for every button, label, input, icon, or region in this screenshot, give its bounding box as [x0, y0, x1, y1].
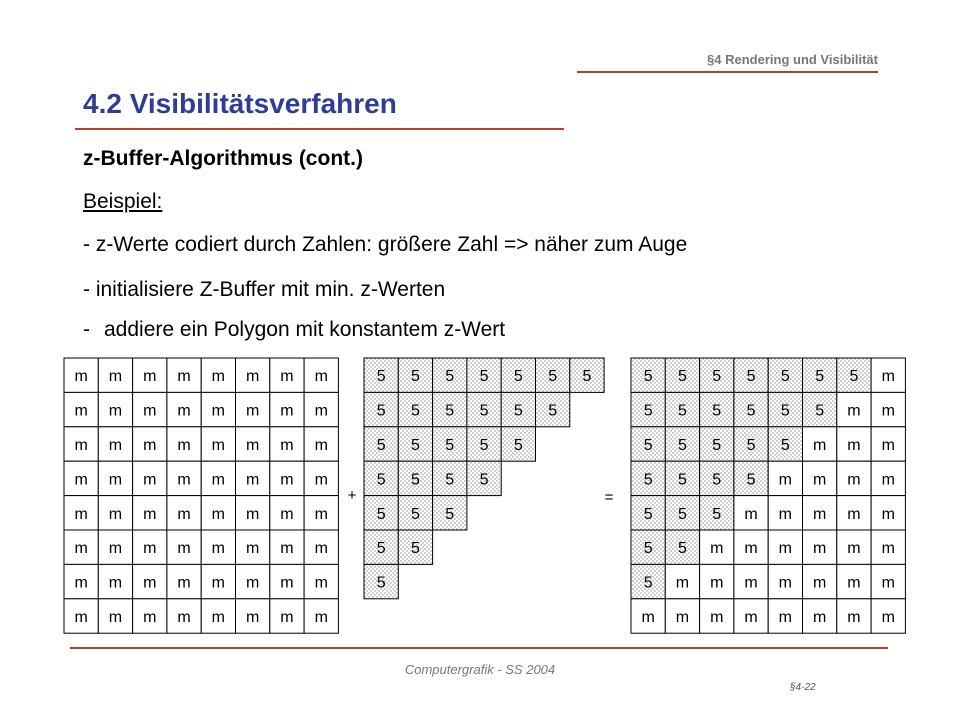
buffer-cell-value: m	[280, 574, 294, 592]
result-cell-value: m	[812, 609, 827, 626]
polygon-cell-value: 5	[548, 402, 558, 420]
buffer-cell-value: m	[108, 540, 123, 558]
result-cell-value: 5	[746, 368, 756, 386]
buffer-cell-value: m	[108, 402, 123, 420]
result-cell-value: 5	[677, 437, 687, 454]
polygon-cell-value: 5	[513, 368, 523, 386]
polygon-cell-value: 5	[445, 368, 455, 386]
polygon-cell-value: 5	[479, 368, 489, 386]
result-cell-value: 5	[780, 402, 790, 420]
polygon-cell-value: 5	[410, 471, 420, 489]
buffer-cell-value: m	[143, 368, 157, 386]
result-cell-value: m	[744, 574, 758, 592]
polygon-cell-value: 5	[513, 402, 523, 420]
bullet-add-polygon-text: addiere ein Polygon mit konstantem z-Wert	[104, 318, 506, 341]
result-cell-value: m	[847, 437, 861, 454]
result-cell-value: 5	[815, 402, 825, 420]
result-cell-value: 5	[746, 437, 756, 454]
plus-sign: +	[347, 487, 357, 504]
buffer-cell-value: m	[314, 540, 328, 558]
polygon-cell-value: 5	[410, 437, 420, 454]
result-cell-value: 5	[643, 368, 653, 386]
buffer-cell-value: m	[74, 505, 88, 523]
result-cell-value: 5	[643, 471, 653, 489]
result-cell-value: m	[847, 505, 861, 523]
result-cell-value: m	[881, 471, 895, 489]
buffer-cell-value: m	[211, 368, 226, 386]
result-cell-value: m	[847, 609, 861, 626]
polygon-cell-value: 5	[410, 540, 420, 558]
bullet-z-values: - z-Werte codiert durch Zahlen: größere Zahl => näher zum Auge	[83, 233, 688, 256]
buffer-cell-value: m	[108, 609, 123, 626]
polygon-cell-value: 5	[376, 540, 386, 558]
buffer-cell-value: m	[74, 437, 88, 454]
buffer-cell-value: m	[108, 505, 123, 523]
result-cell-value: 5	[677, 471, 687, 489]
buffer-cell-value: m	[314, 574, 328, 592]
buffer-cell-value: m	[245, 437, 260, 454]
result-cell-value: 5	[712, 471, 722, 489]
buffer-cell-value: m	[314, 505, 328, 523]
result-cell-value: m	[847, 402, 861, 420]
result-cell-value: m	[744, 540, 758, 558]
result-cell-value: 5	[746, 402, 756, 420]
result-cell-value: m	[675, 609, 690, 626]
polygon-cell-value: 5	[445, 505, 455, 523]
buffer-cell-value: m	[211, 471, 226, 489]
buffer-cell-value: m	[143, 574, 157, 592]
polygon-cell-value: 5	[548, 368, 558, 386]
result-cell-value: m	[847, 540, 861, 558]
buffer-cell-value: m	[314, 402, 328, 420]
polygon-grid	[364, 358, 604, 599]
result-cell-value: 5	[643, 574, 653, 592]
buffer-cell-value: m	[280, 437, 294, 454]
buffer-cell-value: m	[143, 609, 157, 626]
result-z-buffer-grid	[631, 358, 905, 633]
result-cell-value: m	[881, 368, 895, 386]
polygon-cell-value: 5	[445, 437, 455, 454]
result-cell-value: m	[778, 505, 793, 523]
result-cell-value: m	[778, 574, 793, 592]
buffer-cell-value: m	[280, 540, 294, 558]
buffer-cell-value: m	[314, 368, 328, 386]
result-cell-value: 5	[677, 368, 687, 386]
polygon-cell-value: 5	[410, 402, 420, 420]
buffer-cell-value: m	[280, 402, 294, 420]
polygon-cell-value: 5	[410, 368, 420, 386]
footer-rule	[70, 647, 888, 649]
result-cell-value: m	[710, 574, 724, 592]
result-cell-value: 5	[643, 402, 653, 420]
polygon-cell-value: 5	[513, 437, 523, 454]
initial-z-buffer-grid	[64, 358, 338, 633]
buffer-cell-value: m	[177, 437, 191, 454]
buffer-cell-value: m	[245, 505, 260, 523]
result-cell-value: m	[744, 505, 758, 523]
buffer-cell-value: m	[280, 505, 294, 523]
buffer-cell-value: m	[108, 574, 123, 592]
result-cell-value: 5	[712, 402, 722, 420]
buffer-cell-value: m	[245, 402, 260, 420]
buffer-cell-value: m	[245, 574, 260, 592]
buffer-cell-value: m	[177, 505, 191, 523]
buffer-cell-value: m	[74, 471, 88, 489]
buffer-cell-value: m	[245, 609, 260, 626]
polygon-cell-value: 5	[445, 471, 455, 489]
buffer-cell-value: m	[280, 471, 294, 489]
buffer-cell-value: m	[314, 471, 328, 489]
slide-subtitle: z-Buffer-Algorithmus (cont.)	[83, 147, 363, 170]
result-cell-value: m	[675, 574, 690, 592]
buffer-cell-value: m	[108, 471, 123, 489]
buffer-cell-value: m	[143, 402, 157, 420]
result-cell-value: m	[710, 609, 724, 626]
result-cell-value: 5	[849, 368, 859, 386]
polygon-cell-value: 5	[445, 402, 455, 420]
bullet-init-buffer: - initialisiere Z-Buffer mit min. z-Werten	[83, 278, 446, 301]
result-cell-value: 5	[712, 505, 722, 523]
buffer-cell-value: m	[143, 471, 157, 489]
buffer-cell-value: m	[108, 437, 123, 454]
polygon-cell-value: 5	[376, 368, 386, 386]
result-cell-value: m	[881, 402, 895, 420]
result-cell-value: 5	[677, 540, 687, 558]
polygon-cell-value: 5	[376, 437, 386, 454]
polygon-cell-value: 5	[376, 471, 386, 489]
result-cell-value: m	[812, 574, 827, 592]
result-cell-value: 5	[815, 368, 825, 386]
result-cell-value: m	[847, 471, 861, 489]
buffer-cell-value: m	[280, 368, 294, 386]
buffer-cell-value: m	[74, 368, 88, 386]
buffer-cell-value: m	[211, 402, 226, 420]
result-cell-value: 5	[643, 437, 653, 454]
buffer-cell-value: m	[177, 471, 191, 489]
result-cell-value: 5	[746, 471, 756, 489]
result-cell-value: m	[881, 437, 895, 454]
equals-sign: =	[604, 489, 614, 506]
buffer-cell-value: m	[143, 505, 157, 523]
result-cell-value: m	[744, 609, 758, 626]
result-cell-value: m	[710, 540, 724, 558]
buffer-cell-value: m	[211, 505, 226, 523]
buffer-cell-value: m	[74, 540, 88, 558]
result-cell-value: m	[847, 574, 861, 592]
buffer-cell-value: m	[211, 609, 226, 626]
polygon-cell-value: 5	[479, 437, 489, 454]
result-cell-value: m	[881, 609, 895, 626]
example-label: Beispiel:	[83, 190, 163, 213]
result-cell-value: 5	[712, 368, 722, 386]
buffer-cell-value: m	[245, 540, 260, 558]
polygon-cell-value: 5	[479, 402, 489, 420]
polygon-cell-value: 5	[376, 505, 386, 523]
buffer-cell-value: m	[314, 437, 328, 454]
result-cell-value: m	[778, 471, 793, 489]
result-cell-value: 5	[643, 505, 653, 523]
buffer-cell-value: m	[177, 609, 191, 626]
result-cell-value: m	[641, 609, 655, 626]
buffer-cell-value: m	[177, 368, 191, 386]
buffer-cell-value: m	[108, 368, 123, 386]
buffer-cell-value: m	[177, 574, 191, 592]
result-cell-value: 5	[780, 437, 790, 454]
result-cell-value: 5	[677, 402, 687, 420]
polygon-cell-value: 5	[479, 471, 489, 489]
result-cell-value: m	[881, 574, 895, 592]
result-cell-value: m	[812, 471, 827, 489]
buffer-cell-value: m	[211, 540, 226, 558]
section-label: §4 Rendering und Visibilität	[707, 52, 878, 67]
buffer-cell-value: m	[211, 437, 226, 454]
result-cell-value: 5	[780, 368, 790, 386]
buffer-cell-value: m	[314, 609, 328, 626]
buffer-cell-value: m	[280, 609, 294, 626]
result-cell-value: m	[881, 505, 895, 523]
result-cell-value: m	[778, 609, 793, 626]
result-cell-value: m	[778, 540, 793, 558]
result-cell-value: 5	[677, 505, 687, 523]
polygon-cell-value: 5	[410, 505, 420, 523]
buffer-cell-value: m	[143, 437, 157, 454]
buffer-cell-value: m	[211, 574, 226, 592]
buffer-cell-value: m	[74, 609, 88, 626]
buffer-cell-value: m	[245, 471, 260, 489]
footer-course: Computergrafik - SS 2004	[404, 662, 556, 677]
polygon-cell-value: 5	[582, 368, 592, 386]
result-cell-value: 5	[712, 437, 722, 454]
slide-title: 4.2 Visibilitätsverfahren	[83, 88, 397, 119]
result-cell-value: m	[881, 540, 895, 558]
buffer-cell-value: m	[177, 540, 191, 558]
buffer-cell-value: m	[177, 402, 191, 420]
result-cell-value: m	[812, 540, 827, 558]
page-number: §4-22	[790, 682, 816, 693]
buffer-cell-value: m	[143, 540, 157, 558]
polygon-cell-value: 5	[376, 574, 386, 592]
result-cell-value: m	[812, 505, 827, 523]
result-cell-value: m	[812, 437, 827, 454]
bullet-dash: -	[83, 318, 90, 341]
result-cell-value: 5	[643, 540, 653, 558]
polygon-cell-value: 5	[376, 402, 386, 420]
buffer-cell-value: m	[245, 368, 260, 386]
buffer-cell-value: m	[74, 402, 88, 420]
buffer-cell-value: m	[74, 574, 88, 592]
